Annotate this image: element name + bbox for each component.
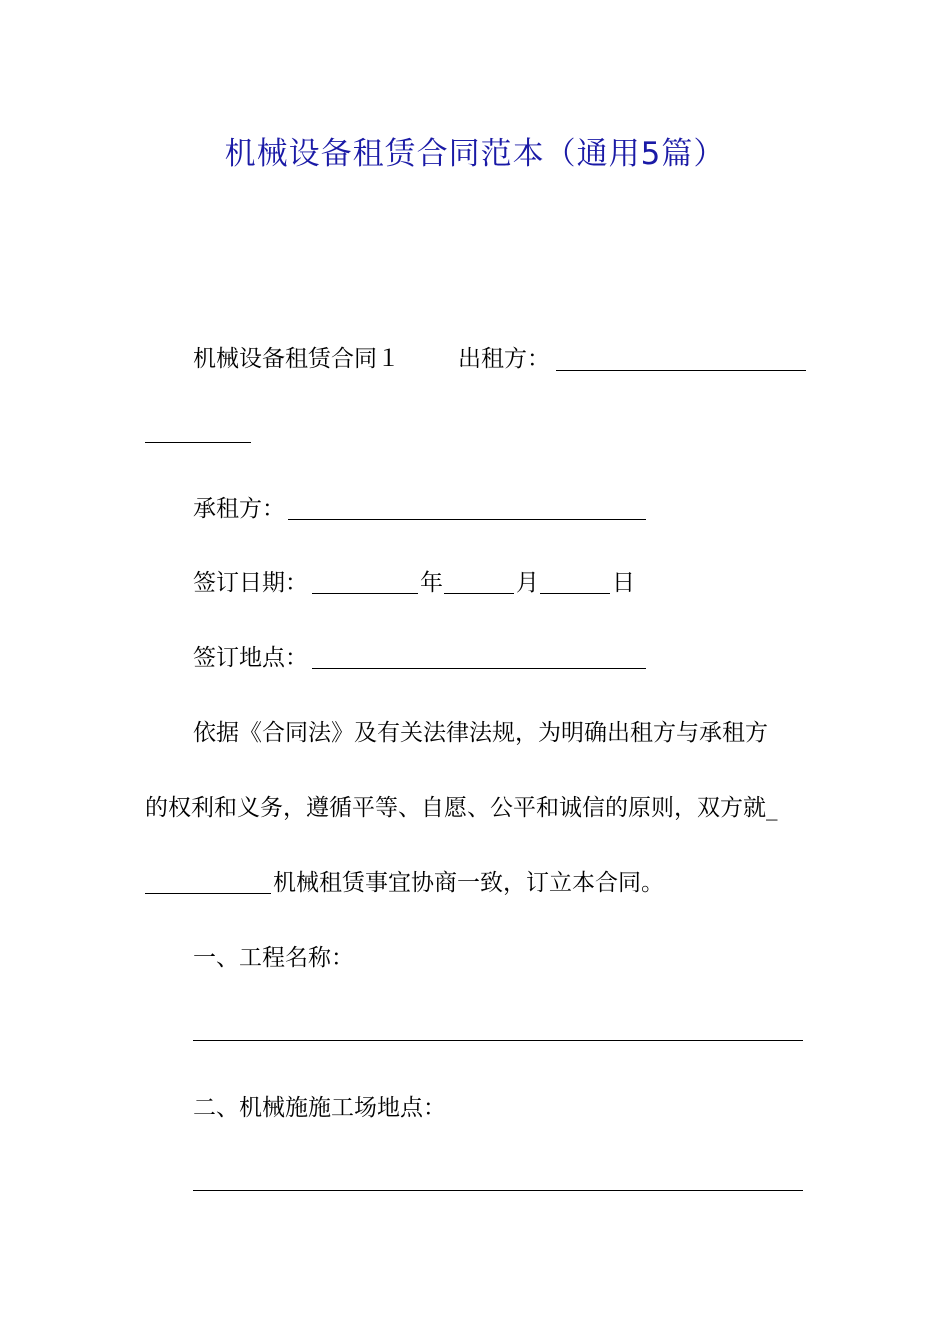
- sign-place-blank[interactable]: [312, 668, 646, 669]
- section-2-text: 二、机械施施工场地点：: [193, 1095, 446, 1121]
- site-location-blank[interactable]: [193, 1190, 803, 1191]
- sign-place-line: [193, 643, 308, 673]
- month-label: 月: [516, 570, 539, 596]
- section-1-text: 一、工程名称：: [193, 945, 354, 971]
- month-blank[interactable]: [444, 593, 514, 594]
- contract-heading: 机械设备租赁合同１: [193, 346, 400, 372]
- lessor-blank-continued[interactable]: [145, 442, 251, 443]
- year-label: 年: [420, 570, 443, 596]
- section-1-heading: [193, 943, 354, 973]
- section-2-heading: [193, 1093, 446, 1123]
- day-blank[interactable]: [540, 593, 610, 594]
- sign-place-label: 签订地点：: [193, 645, 308, 671]
- project-name-blank[interactable]: [193, 1040, 803, 1041]
- day-label: 日: [612, 570, 635, 596]
- paragraph-line-2: [145, 793, 778, 823]
- paragraph-text-1: 依据《合同法》及有关法律法规，为明确出租方与承租方: [193, 720, 768, 746]
- heading-line: [193, 344, 400, 374]
- lessor-label: 出租方：: [458, 346, 550, 372]
- lessor-line: [458, 344, 550, 374]
- day-label-line: [612, 568, 635, 598]
- lessee-blank[interactable]: [288, 519, 646, 520]
- lessee-label: 承租方：: [193, 496, 285, 522]
- year-label-line: [420, 568, 443, 598]
- paragraph-text-2-tail: _: [766, 795, 778, 821]
- year-blank[interactable]: [312, 593, 418, 594]
- sign-date-label-line: [193, 568, 308, 598]
- document-title: 机械设备租赁合同范本（通用5篇）: [224, 136, 726, 172]
- paragraph-line-3: [273, 868, 664, 898]
- equipment-blank[interactable]: [145, 893, 271, 894]
- lessee-line: [193, 494, 285, 524]
- month-label-line: [516, 568, 539, 598]
- sign-date-label: 签订日期：: [193, 570, 308, 596]
- paragraph-line-1: [193, 718, 768, 748]
- paragraph-text-3: 机械租赁事宜协商一致，订立本合同。: [273, 870, 664, 896]
- paragraph-text-2: 的权利和义务，遵循平等、自愿、公平和诚信的原则，双方就: [145, 795, 766, 821]
- lessor-blank[interactable]: [556, 370, 806, 371]
